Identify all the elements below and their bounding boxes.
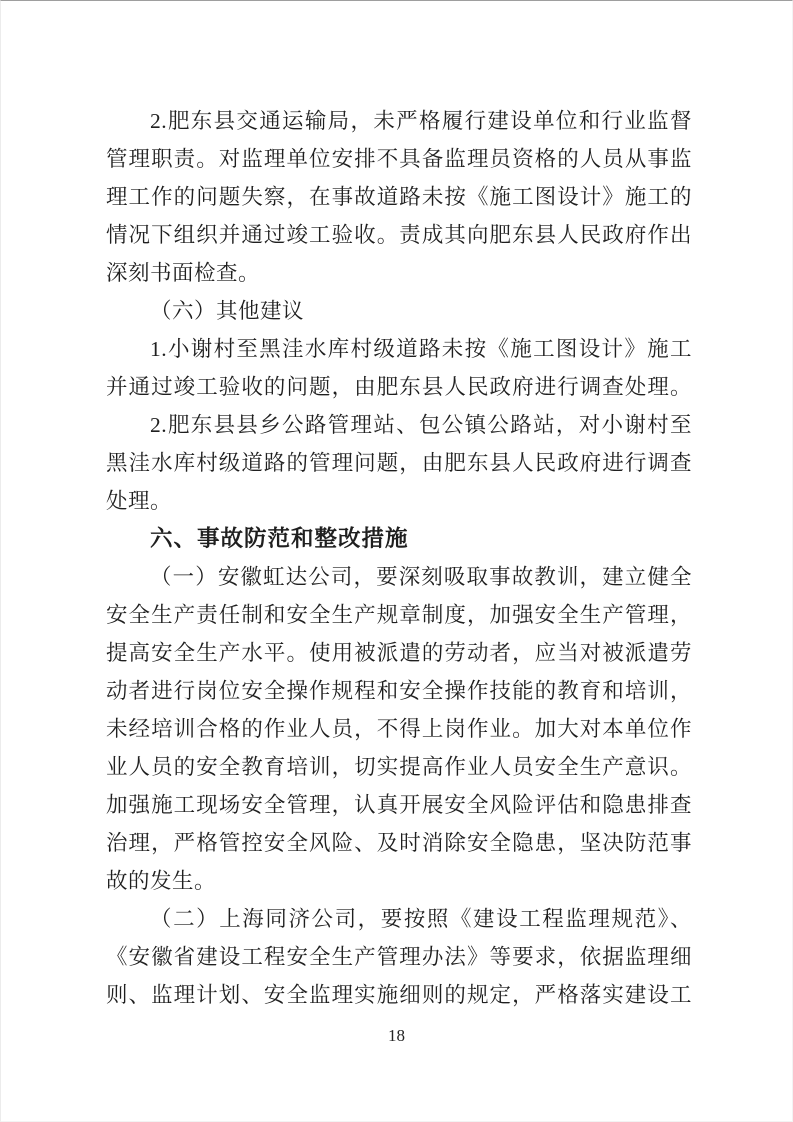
text-line: 1.小谢村至黑洼水库村级道路未按《施工图设计》施工 bbox=[150, 337, 692, 361]
text-line: 2.肥东县县乡公路管理站、包公镇公路站，对小谢村至 bbox=[150, 413, 692, 437]
text-line: 管理职责。对监理单位安排不具备监理员资格的人员从事监 bbox=[106, 147, 692, 171]
text-line: 加强施工现场安全管理，认真开展安全风险评估和隐患排查 bbox=[106, 793, 692, 817]
paragraph bbox=[106, 406, 692, 520]
text-line: 2.肥东县交通运输局，未严格履行建设单位和行业监督 bbox=[150, 109, 692, 133]
text-line: 六、事故防范和整改措施 bbox=[150, 526, 409, 551]
paragraph bbox=[106, 102, 692, 292]
text-line: （二）上海同济公司，要按照《建设工程监理规范》、 bbox=[150, 907, 692, 931]
paragraph bbox=[106, 900, 692, 1014]
page-body-text bbox=[106, 102, 692, 1014]
text-line: 动者进行岗位安全操作规程和安全操作技能的教育和培训， bbox=[106, 679, 692, 703]
text-line: 未经培训合格的作业人员，不得上岗作业。加大对本单位作 bbox=[106, 717, 692, 741]
paragraph bbox=[106, 558, 692, 900]
text-line: 故的发生。 bbox=[106, 869, 217, 893]
text-line: （一）安徽虹达公司，要深刻吸取事故教训，建立健全 bbox=[150, 565, 692, 589]
paragraph bbox=[106, 330, 692, 406]
text-line: 情况下组织并通过竣工验收。责成其向肥东县人民政府作出 bbox=[106, 223, 692, 247]
section-heading bbox=[106, 520, 692, 558]
text-line: 深刻书面检查。 bbox=[106, 261, 261, 285]
text-line: （六）其他建议 bbox=[150, 299, 305, 323]
page-number: 18 bbox=[388, 1026, 405, 1045]
text-line: 业人员的安全教育培训，切实提高作业人员安全生产意识。 bbox=[106, 755, 692, 779]
text-line: 治理，严格管控安全风险、及时消除安全隐患，坚决防范事 bbox=[106, 831, 692, 855]
text-line: 提高安全生产水平。使用被派遣的劳动者，应当对被派遣劳 bbox=[106, 641, 692, 665]
text-line: 黑洼水库村级道路的管理问题，由肥东县人民政府进行调查 bbox=[106, 451, 692, 475]
text-line: 安全生产责任制和安全生产规章制度，加强安全生产管理， bbox=[106, 603, 692, 627]
text-line: 理工作的问题失察，在事故道路未按《施工图设计》施工的 bbox=[106, 185, 692, 209]
text-line: 处理。 bbox=[106, 489, 173, 513]
text-line: 并通过竣工验收的问题，由肥东县人民政府进行调查处理。 bbox=[106, 375, 692, 399]
text-line: 则、监理计划、安全监理实施细则的规定，严格落实建设工 bbox=[106, 983, 692, 1007]
paragraph bbox=[106, 292, 692, 330]
text-line: 《安徽省建设工程安全生产管理办法》等要求，依据监理细 bbox=[106, 945, 692, 969]
